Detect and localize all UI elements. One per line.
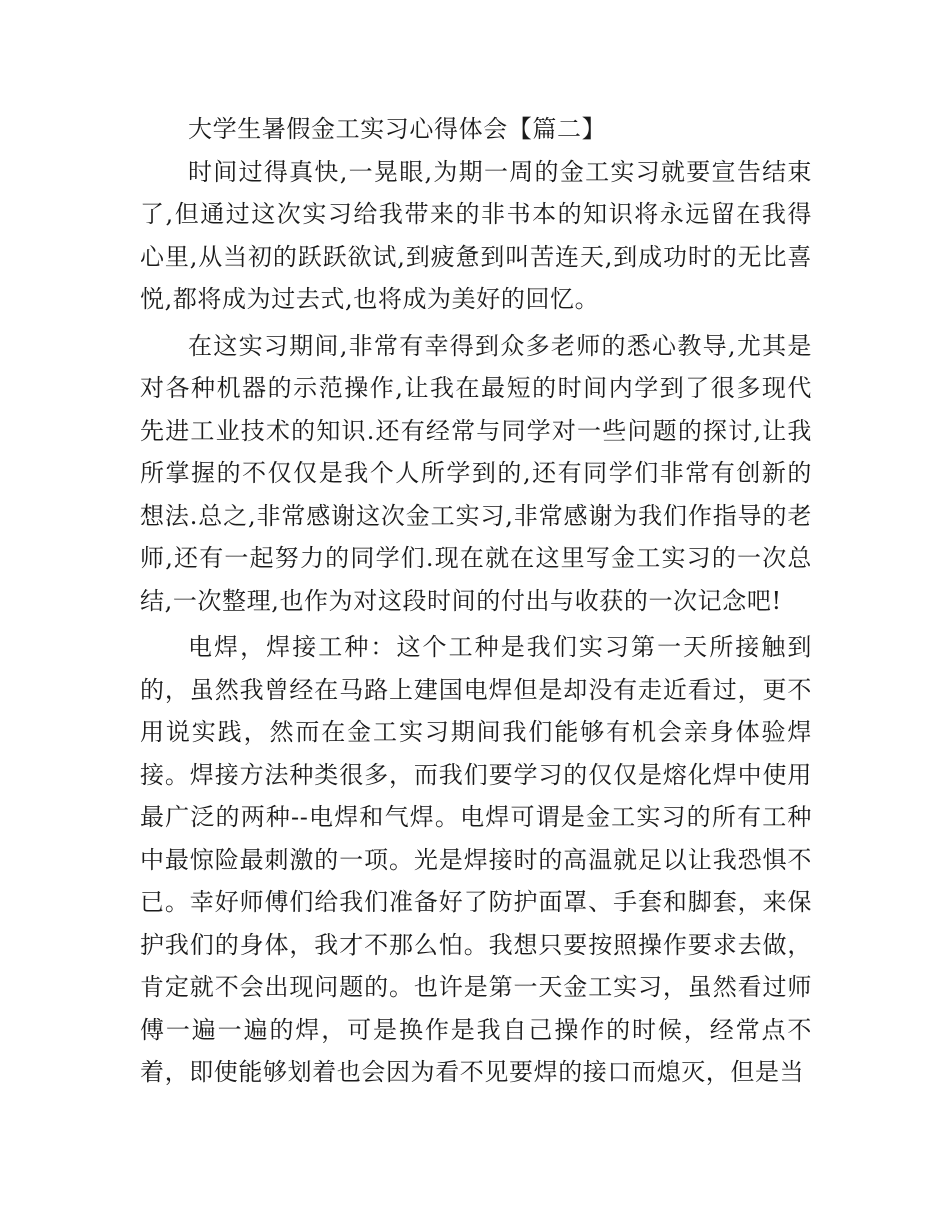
document-page: [140, 108, 812, 1094]
document-title: 大学生暑假金工实习心得体会【篇二】: [188, 115, 607, 143]
paragraph-2: 在这实习期间,非常有幸得到众多老师的悉心教导,尤其是对各种机器的示范操作,让我在最短的时间内学到了很多现代先进工业技术的知识.还有经常与同学对一些问题的探讨,让我所掌握的不仅仅是我个人所学到的,还有同学们非常有创新的想法.总之,非常感谢这次金工实习,非常感谢为我们作指导的老师,还有一起努力的同学们.现在就在这里写金工实习的一次总结,一次整理,也作为对这段时间的付出与收获的一次记念吧!: [140, 331, 812, 615]
paragraph-3: 电焊，焊接工种：这个工种是我们实习第一天所接触到的，虽然我曾经在马路上建国电焊但是却没有走近看过，更不用说实践，然而在金工实习期间我们能够有机会亲身体验焊接。焊接方法种类很多，而我们要学习的仅仅是熔化焊中使用最广泛的两种--电焊和气焊。电焊可谓是金工实习的所有工种中最惊险最刺激的一项。光是焊接时的高温就足以让我恐惧不已。幸好师傅们给我们准备好了防护面罩、手套和脚套，来保护我们的身体，我才不那么怕。我想只要按照操作要求去做，肯定就不会出现问题的。也许是第一天金工实习，虽然看过师傅一遍一遍的焊，可是换作是我自己操作的时候，经常点不着，即使能够划着也会因为看不见要焊的接口而熄灭，但是当: [140, 633, 812, 1086]
paragraph-1: 时间过得真快,一晃眼,为期一周的金工实习就要宣告结束了,但通过这次实习给我带来的非书本的知识将永远留在我得心里,从当初的跃跃欲试,到疲惫到叫苦连天,到成功时的无比喜悦,都将成为过去式,也将成为美好的回忆。: [140, 157, 812, 313]
